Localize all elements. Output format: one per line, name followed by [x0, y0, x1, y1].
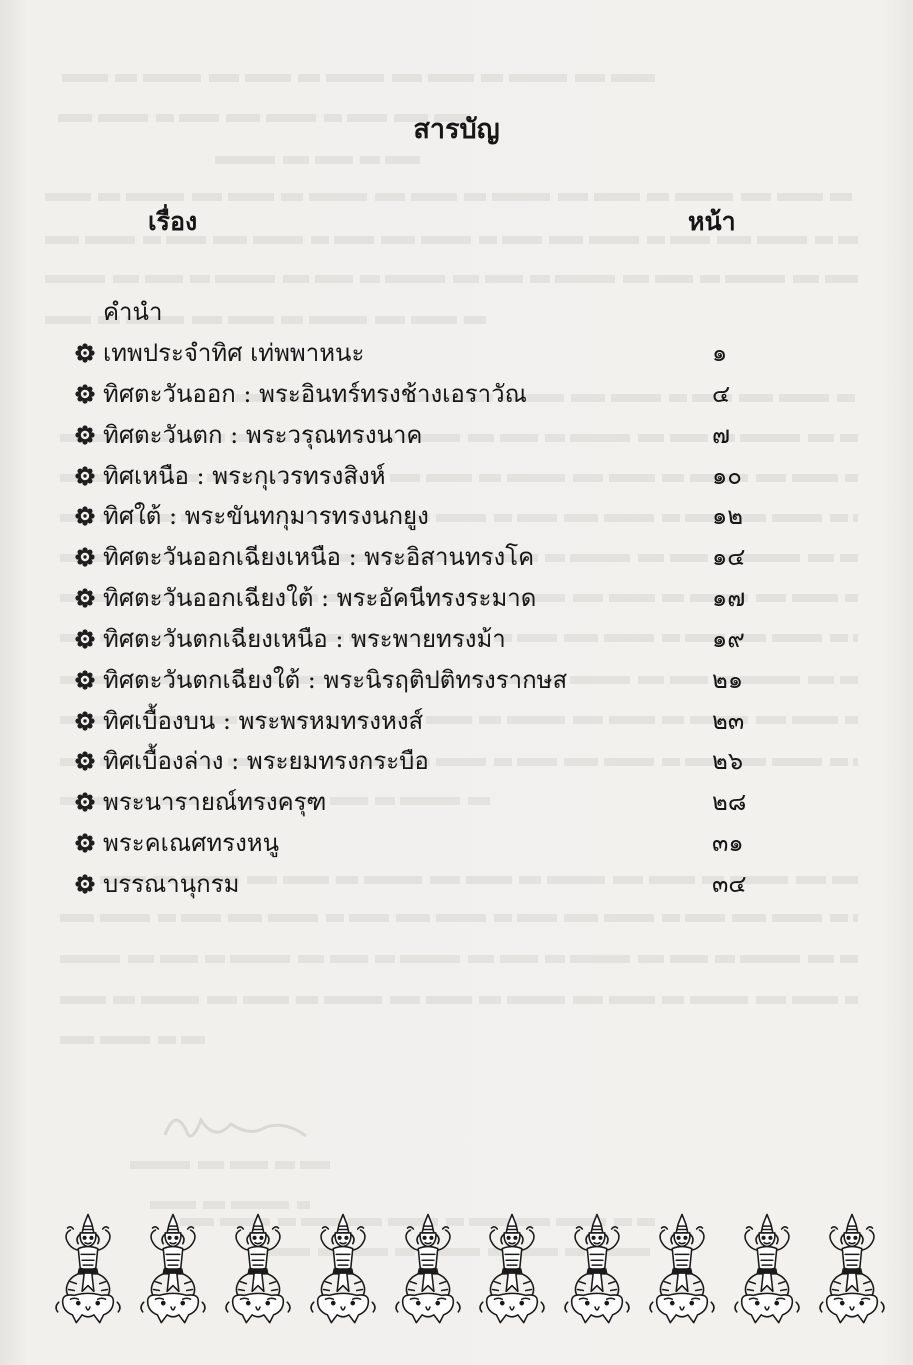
flower-bullet-icon	[75, 547, 95, 567]
guardian-figure-icon	[473, 1212, 551, 1327]
toc-entry-title: เทพประจำทิศ เท่พพาหนะ	[103, 339, 365, 367]
toc-entry	[0, 537, 913, 578]
guardian-figure-icon	[219, 1212, 297, 1327]
flower-bullet-icon	[75, 425, 95, 445]
flower-bullet-icon	[75, 384, 95, 404]
guardian-figure-icon	[49, 1212, 127, 1327]
column-header-page: หน้า	[688, 207, 736, 236]
toc-entry	[0, 333, 913, 374]
toc-entry	[0, 782, 913, 823]
toc-entry-list	[0, 333, 913, 905]
toc-entry-page-number: ๗	[712, 420, 731, 449]
toc-entry-page-number: ๑	[712, 339, 728, 367]
toc-entry-title: ทิศเบื้องบน : พระพรหมทรงหงส์	[103, 706, 424, 735]
column-header-topic: เรื่อง	[148, 207, 198, 236]
toc-entry	[0, 578, 913, 619]
guardian-figure-icon	[389, 1212, 467, 1327]
toc-entry-page-number: ๔	[712, 379, 731, 408]
toc-entry	[0, 456, 913, 497]
toc-entry-title: ทิศตะวันตกเฉียงใต้ : พระนิรฤติปติทรงรากษส	[103, 665, 568, 694]
toc-entry	[0, 864, 913, 905]
toc-entry-page-number: ๑๐	[712, 461, 742, 490]
toc-entry-page-number: ๓๑	[712, 829, 744, 858]
guardian-figure-icon	[558, 1212, 636, 1327]
decorative-figure-border	[49, 1212, 891, 1330]
flower-bullet-icon	[75, 343, 95, 363]
guardian-figure-icon	[728, 1212, 806, 1327]
flower-bullet-icon	[75, 629, 95, 649]
toc-entry-page-number: ๒๖	[712, 747, 744, 776]
flower-bullet-icon	[75, 670, 95, 690]
toc-entry-title: บรรณานุกรม	[103, 869, 240, 898]
flower-bullet-icon	[75, 711, 95, 731]
toc-entry	[0, 701, 913, 742]
toc-entry-page-number: ๑๗	[712, 584, 746, 613]
bleed-through-signature	[165, 1120, 306, 1136]
toc-entry	[0, 374, 913, 415]
toc-entry-page-number: ๒๘	[712, 788, 747, 817]
toc-entry-title: ทิศเบื้องล่าง : พระยมทรงกระบือ	[103, 747, 429, 776]
toc-entry-title: ทิศตะวันออกเฉียงเหนือ : พระอิสานทรงโค	[103, 543, 535, 572]
toc-entry	[0, 741, 913, 782]
toc-entry	[0, 823, 913, 864]
toc-intro-entry: คำนำ	[103, 298, 163, 326]
guardian-figure-icon	[134, 1212, 212, 1327]
flower-bullet-icon	[75, 792, 95, 812]
toc-entry	[0, 660, 913, 701]
toc-entry-page-number: ๓๔	[712, 869, 747, 898]
guardian-figure-icon	[643, 1212, 721, 1327]
toc-entry-page-number: ๒๓	[712, 706, 745, 735]
flower-bullet-icon	[75, 751, 95, 771]
toc-entry	[0, 619, 913, 660]
toc-entry-page-number: ๒๑	[712, 665, 744, 694]
toc-entry-title: พระคเณศทรงหนู	[103, 829, 280, 858]
flower-bullet-icon	[75, 833, 95, 853]
toc-entry-page-number: ๑๒	[712, 502, 744, 531]
toc-entry-page-number: ๑๔	[712, 543, 746, 572]
flower-bullet-icon	[75, 874, 95, 894]
toc-entry-title: ทิศใต้ : พระขันทกุมารทรงนกยูง	[103, 502, 429, 531]
guardian-figure-icon	[813, 1212, 891, 1327]
toc-entry-title: ทิศตะวันตกเฉียงเหนือ : พระพายทรงม้า	[103, 624, 506, 653]
toc-entry-title: ทิศตะวันออกเฉียงใต้ : พระอัคนีทรงระมาด	[103, 584, 537, 613]
page-title: สารบัญ	[413, 114, 500, 145]
toc-entry-page-number: ๑๙	[712, 624, 745, 653]
guardian-figure-icon	[304, 1212, 382, 1327]
flower-bullet-icon	[75, 588, 95, 608]
flower-bullet-icon	[75, 466, 95, 486]
toc-entry	[0, 415, 913, 456]
flower-bullet-icon	[75, 506, 95, 526]
toc-entry-title: พระนารายณ์ทรงครุฑ	[103, 788, 327, 817]
toc-entry-title: ทิศเหนือ : พระกุเวรทรงสิงห์	[103, 461, 386, 490]
toc-entry	[0, 496, 913, 537]
toc-entry-title: ทิศตะวันออก : พระอินทร์ทรงช้างเอราวัณ	[103, 379, 527, 408]
toc-entry-title: ทิศตะวันตก : พระวรุณทรงนาค	[103, 420, 423, 449]
